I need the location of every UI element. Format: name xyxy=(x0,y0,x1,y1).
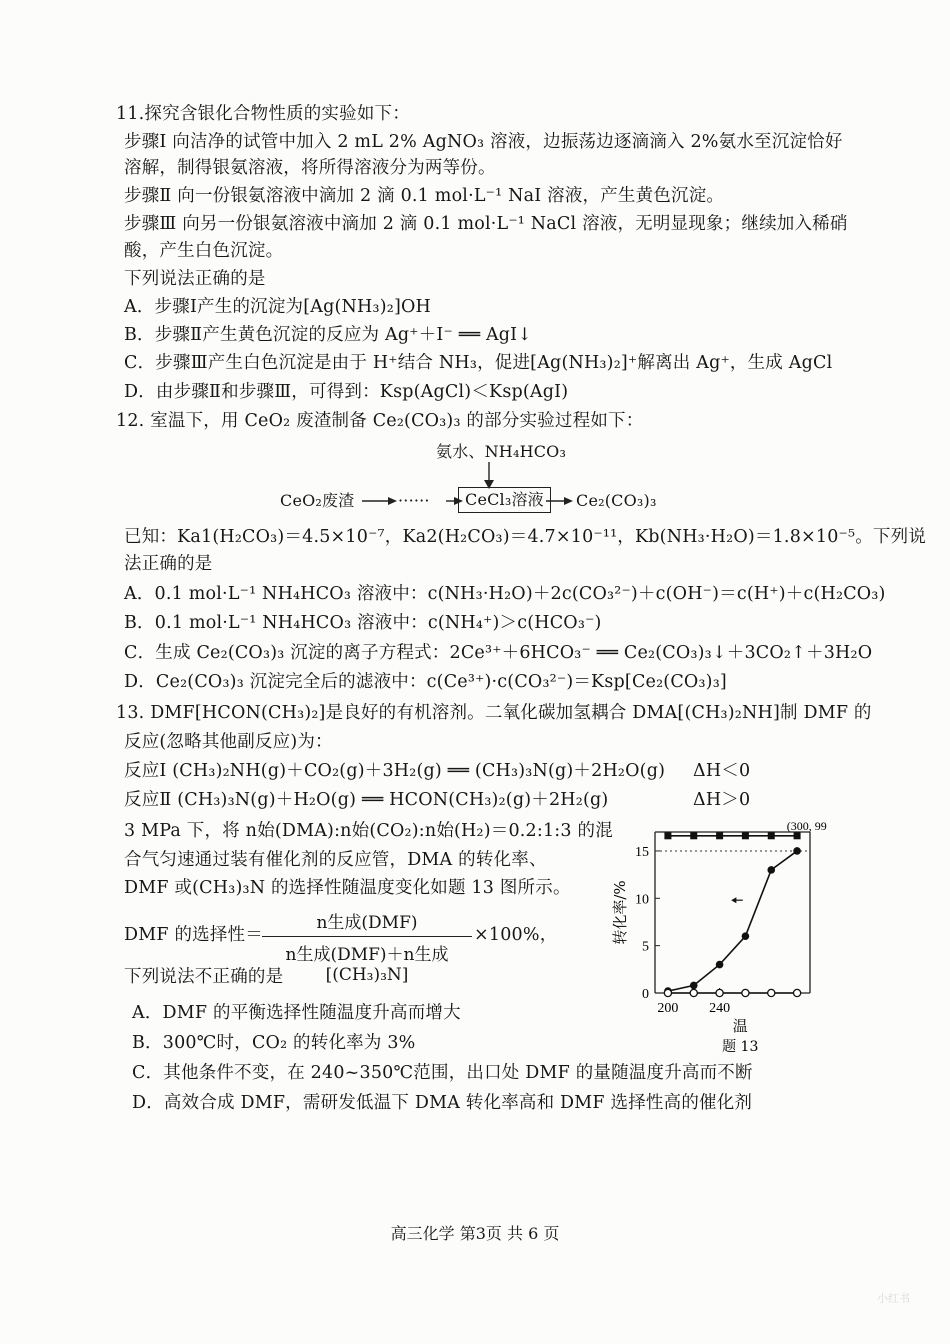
q13-option-c: C．其他条件不变，在 240~350℃范围，出口处 DMF 的量随温度升高而不断 xyxy=(132,1063,753,1083)
q12-option-a: A．0.1 mol·L⁻¹ NH₄HCO₃ 溶液中：c(NH₃·H₂O)＋2c(CO₃²⁻)＋c(OH⁻)＝c(H⁺)＋c(H₂CO₃) xyxy=(124,584,886,604)
q13-chart xyxy=(611,819,827,1060)
q13-condition-1: 3 MPa 下，将 n始(DMA):n始(CO₂):n始(H₂)＝0.2:1:3 的混 xyxy=(124,821,613,841)
q11-stem: 下列说法正确的是 xyxy=(124,269,266,289)
q12-flow-start: CeO₂废渣 xyxy=(280,491,355,510)
q13-option-d: D．高效合成 DMF，需研发低温下 DMA 转化率高和 DMF 选择性高的催化剂 xyxy=(132,1093,753,1113)
q13-stem: 下列说法不正确的是 xyxy=(124,967,284,987)
q12-known-cont: 法正确的是 xyxy=(124,554,213,574)
marker-open-markers-5 xyxy=(793,989,800,996)
marker-square-markers-1 xyxy=(690,832,697,839)
q13-reaction-2: 反应Ⅱ (CH₃)₃N(g)＋H₂O(g) ══ HCON(CH₃)₂(g)＋2H₂(g) xyxy=(124,790,609,810)
q11-option-b: B．步骤Ⅱ产生黄色沉淀的反应为 Ag⁺＋I⁻ ══ AgI↓ xyxy=(124,325,533,345)
watermark: 小红书 xyxy=(877,1292,910,1305)
q13-selectivity-denominator: n生成(DMF)＋n生成[(CH₃)₃N] xyxy=(285,945,449,985)
chart-annotation: (300, 99 xyxy=(786,819,827,834)
q13-reaction-2-dh: ΔH＞0 xyxy=(693,790,751,810)
q13-chart-svg xyxy=(611,819,827,1060)
q12-flow-reagent: 氨水、NH₄HCO₃ xyxy=(436,442,567,461)
chart-y-label: 转化率/% xyxy=(611,880,629,945)
q11-option-c: C．步骤Ⅲ产生白色沉淀是由于 H⁺结合 NH₃，促进[Ag(NH₃)₂]⁺解离出 Ag⁺，生成 AgCl xyxy=(124,353,833,373)
marker-dma-conversion-4 xyxy=(767,866,775,874)
q12-flow-end: Ce₂(CO₃)₃ xyxy=(576,491,657,510)
y-tick-label-0: 0 xyxy=(642,987,649,1002)
marker-square-markers-0 xyxy=(664,832,671,839)
marker-open-markers-1 xyxy=(690,989,697,996)
q13-selectivity-fraction xyxy=(262,908,472,985)
marker-dma-conversion-5 xyxy=(793,847,801,855)
marker-dma-conversion-2 xyxy=(716,961,724,969)
q12-option-c: C．生成 Ce₂(CO₃)₃ 沉淀的离子方程式：2Ce³⁺＋6HCO₃⁻ ══ Ce₂(CO₃)₃↓＋3CO₂↑＋3H₂O xyxy=(124,643,873,663)
q13-option-b: B．300℃时，CO₂ 的转化率为 3% xyxy=(132,1033,416,1053)
q13-reaction-1-dh: ΔH＜0 xyxy=(693,761,751,781)
marker-open-markers-0 xyxy=(664,989,671,996)
annotation-arrow-head xyxy=(731,897,736,903)
marker-dma-conversion-1 xyxy=(690,982,698,990)
q13-title-cont: 反应(忽略其他副反应)为： xyxy=(124,732,333,752)
page-footer: 高三化学 第3页 共 6 页 xyxy=(390,1224,560,1243)
q13-title: 13. DMF[HCON(CH₃)₂]是良好的有机溶剂。二氧化碳加氢耦合 DMA[(CH₃)₂NH]制 DMF 的 xyxy=(116,703,872,723)
q13-selectivity-numerator: n生成(DMF) xyxy=(262,908,472,937)
x-tick-label-240: 240 xyxy=(709,1001,731,1016)
q11-title: 11.探究含银化合物性质的实验如下： xyxy=(116,104,410,124)
q13-option-a: A．DMF 的平衡选择性随温度升高而增大 xyxy=(132,1003,461,1023)
q13-condition-3: DMF 或(CH₃)₃N 的选择性随温度变化如题 13 图所示。 xyxy=(124,878,571,898)
marker-dma-conversion-3 xyxy=(742,932,750,940)
x-tick-label-200: 200 xyxy=(657,1001,679,1016)
q12-title: 12. 室温下，用 CeO₂ 废渣制备 Ce₂(CO₃)₃ 的部分实验过程如下： xyxy=(116,411,644,431)
q13-selectivity-label: DMF 的选择性＝ xyxy=(124,925,263,945)
y-tick-label-10: 10 xyxy=(635,892,649,908)
q13-reaction-1: 反应Ⅰ (CH₃)₂NH(g)＋CO₂(g)＋3H₂(g) ══ (CH₃)₃N(g)＋2H₂O(g) xyxy=(124,761,666,781)
marker-open-markers-4 xyxy=(768,989,775,996)
q12-flow-box: CeCl₃溶液 xyxy=(458,487,551,513)
y-tick-label-5: 5 xyxy=(642,939,649,955)
q12-flow-dots: ······ xyxy=(398,491,430,510)
y-tick-label-15: 15 xyxy=(635,844,649,860)
marker-square-markers-2 xyxy=(716,832,723,839)
q11-step2: 步骤Ⅱ 向一份银氨溶液中滴加 2 滴 0.1 mol·L⁻¹ NaI 溶液，产生黄色沉淀。 xyxy=(124,186,725,206)
marker-square-markers-3 xyxy=(742,832,749,839)
q11-step3: 步骤Ⅲ 向另一份银氨溶液中滴加 2 滴 0.1 mol·L⁻¹ NaCl 溶液，无明显现象；继续加入稀硝 xyxy=(124,214,848,234)
q13-condition-2: 合气匀速通过装有催化剂的反应管，DMA 的转化率、 xyxy=(124,850,547,870)
q11-step3-cont: 酸，产生白色沉淀。 xyxy=(124,241,284,261)
q11-option-d: D．由步骤Ⅱ和步骤Ⅲ，可得到：Ksp(AgCl)＜Ksp(AgI) xyxy=(124,382,569,402)
marker-open-markers-2 xyxy=(716,989,723,996)
marker-square-markers-4 xyxy=(768,832,775,839)
q12-known: 已知：Ka1(H₂CO₃)＝4.5×10⁻⁷，Ka2(H₂CO₃)＝4.7×10⁻¹¹，Kb(NH₃·H₂O)＝1.8×10⁻⁵。下列说 xyxy=(124,527,927,547)
q13-selectivity-tail: ×100%， xyxy=(474,925,558,945)
q11-option-a: A．步骤Ⅰ产生的沉淀为[Ag(NH₃)₂]OH xyxy=(124,297,432,317)
q11-step1: 步骤Ⅰ 向洁净的试管中加入 2 mL 2% AgNO₃ 溶液，边振荡边逐滴滴入 2%氨水至沉淀恰好 xyxy=(124,132,843,152)
chart-title: 题 13 xyxy=(722,1039,759,1055)
chart-x-label: 温 xyxy=(732,1017,748,1035)
q12-option-b: B．0.1 mol·L⁻¹ NH₄HCO₃ 溶液中：c(NH₄⁺)＞c(HCO₃⁻) xyxy=(124,613,602,633)
q12-option-d: D．Ce₂(CO₃)₃ 沉淀完全后的滤液中：c(Ce³⁺)·c(CO₃²⁻)＝Ksp[Ce₂(CO₃)₃] xyxy=(124,672,727,692)
marker-square-markers-5 xyxy=(794,832,801,839)
marker-open-markers-3 xyxy=(742,989,749,996)
series-line-dma-conversion xyxy=(668,851,797,991)
q11-step1-cont: 溶解，制得银氨溶液，将所得溶液分为两等份。 xyxy=(124,158,496,178)
